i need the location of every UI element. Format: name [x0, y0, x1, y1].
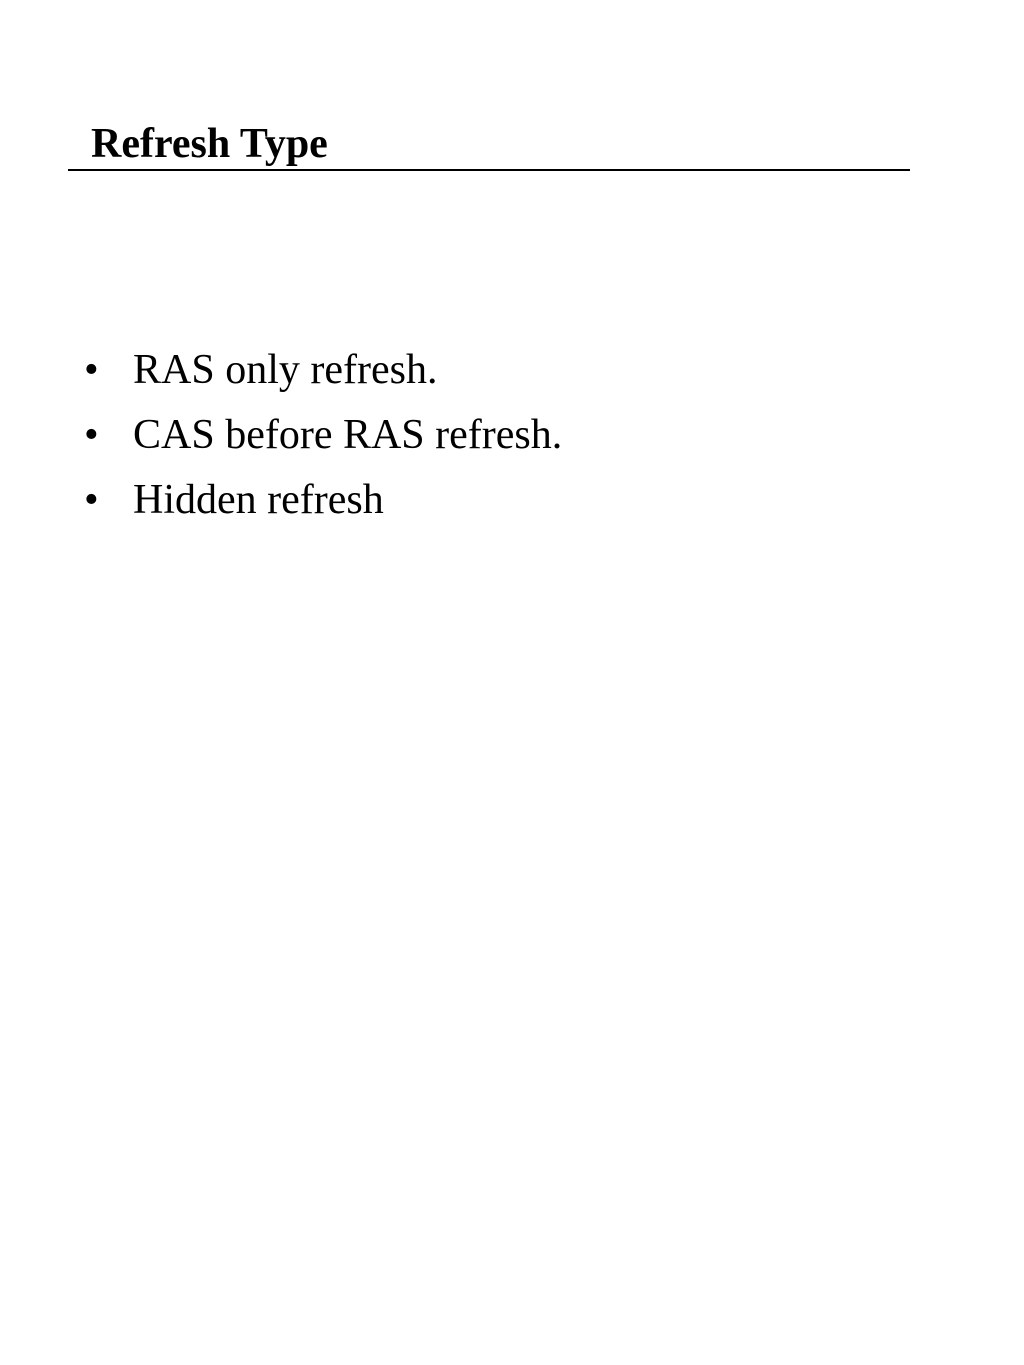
bullet-dot-icon: • — [84, 412, 99, 458]
bullet-text: RAS only refresh. — [133, 347, 438, 393]
bullet-text: Hidden refresh — [133, 477, 384, 523]
bullet-dot-icon: • — [84, 477, 99, 523]
slide-title: Refresh Type — [91, 121, 328, 167]
title-underline — [68, 169, 910, 171]
bullet-dot-icon: • — [84, 347, 99, 393]
bullet-text: CAS before RAS refresh. — [133, 412, 563, 458]
